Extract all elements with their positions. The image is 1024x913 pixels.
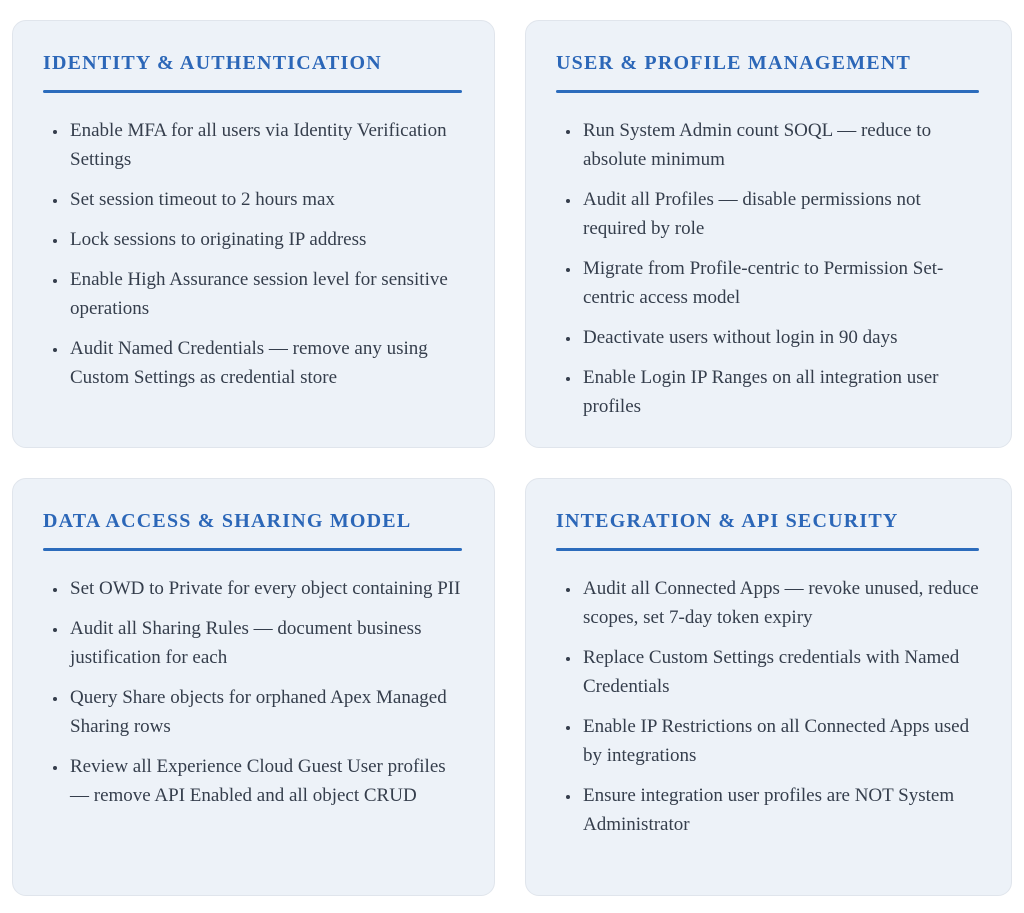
checklist-item: • Lock sessions to originating IP address xyxy=(68,225,462,254)
checklist-item: • Set session timeout to 2 hours max xyxy=(68,185,462,214)
card-title: USER & PROFILE MANAGEMENT xyxy=(556,52,912,74)
checklist-item: • Deactivate users without login in 90 days xyxy=(581,323,979,352)
card-user-profile-management xyxy=(525,20,1012,448)
title-underline xyxy=(556,548,979,551)
checklist-item: • Set OWD to Private for every object containing PII xyxy=(68,574,462,603)
card-integration-api-security xyxy=(525,478,1012,896)
title-underline xyxy=(556,90,979,93)
checklist xyxy=(556,574,979,839)
checklist-item: • Audit Named Credentials — remove any using Custom Settings as credential store xyxy=(68,334,462,392)
card-title: INTEGRATION & API SECURITY xyxy=(556,510,899,532)
checklist-item: • Review all Experience Cloud Guest User profiles — remove API Enabled and all object CRUD xyxy=(68,752,462,810)
checklist-item: • Enable IP Restrictions on all Connected Apps used by integrations xyxy=(581,712,979,770)
checklist-item: • Replace Custom Settings credentials with Named Credentials xyxy=(581,643,979,701)
card-title: IDENTITY & AUTHENTICATION xyxy=(43,52,382,74)
checklist-item: • Audit all Sharing Rules — document business justification for each xyxy=(68,614,462,672)
checklist-item: • Enable High Assurance session level for sensitive operations xyxy=(68,265,462,323)
card-title: DATA ACCESS & SHARING MODEL xyxy=(43,510,412,532)
title-underline xyxy=(43,548,462,551)
checklist-item: • Audit all Profiles — disable permissions not required by role xyxy=(581,185,979,243)
checklist-item: • Enable MFA for all users via Identity Verification Settings xyxy=(68,116,462,174)
checklist xyxy=(43,116,462,392)
checklist-item: • Query Share objects for orphaned Apex Managed Sharing rows xyxy=(68,683,462,741)
card-data-access-sharing-model xyxy=(12,478,495,896)
checklist xyxy=(556,116,979,421)
checklist xyxy=(43,574,462,810)
checklist-item: • Run System Admin count SOQL — reduce to absolute minimum xyxy=(581,116,979,174)
card-grid xyxy=(12,20,1012,896)
title-underline xyxy=(43,90,462,93)
checklist-item: • Ensure integration user profiles are NOT System Administrator xyxy=(581,781,979,839)
checklist-item: • Migrate from Profile-centric to Permission Set-centric access model xyxy=(581,254,979,312)
checklist-item: • Audit all Connected Apps — revoke unused, reduce scopes, set 7-day token expiry xyxy=(581,574,979,632)
checklist-item: • Enable Login IP Ranges on all integration user profiles xyxy=(581,363,979,421)
card-identity-authentication xyxy=(12,20,495,448)
